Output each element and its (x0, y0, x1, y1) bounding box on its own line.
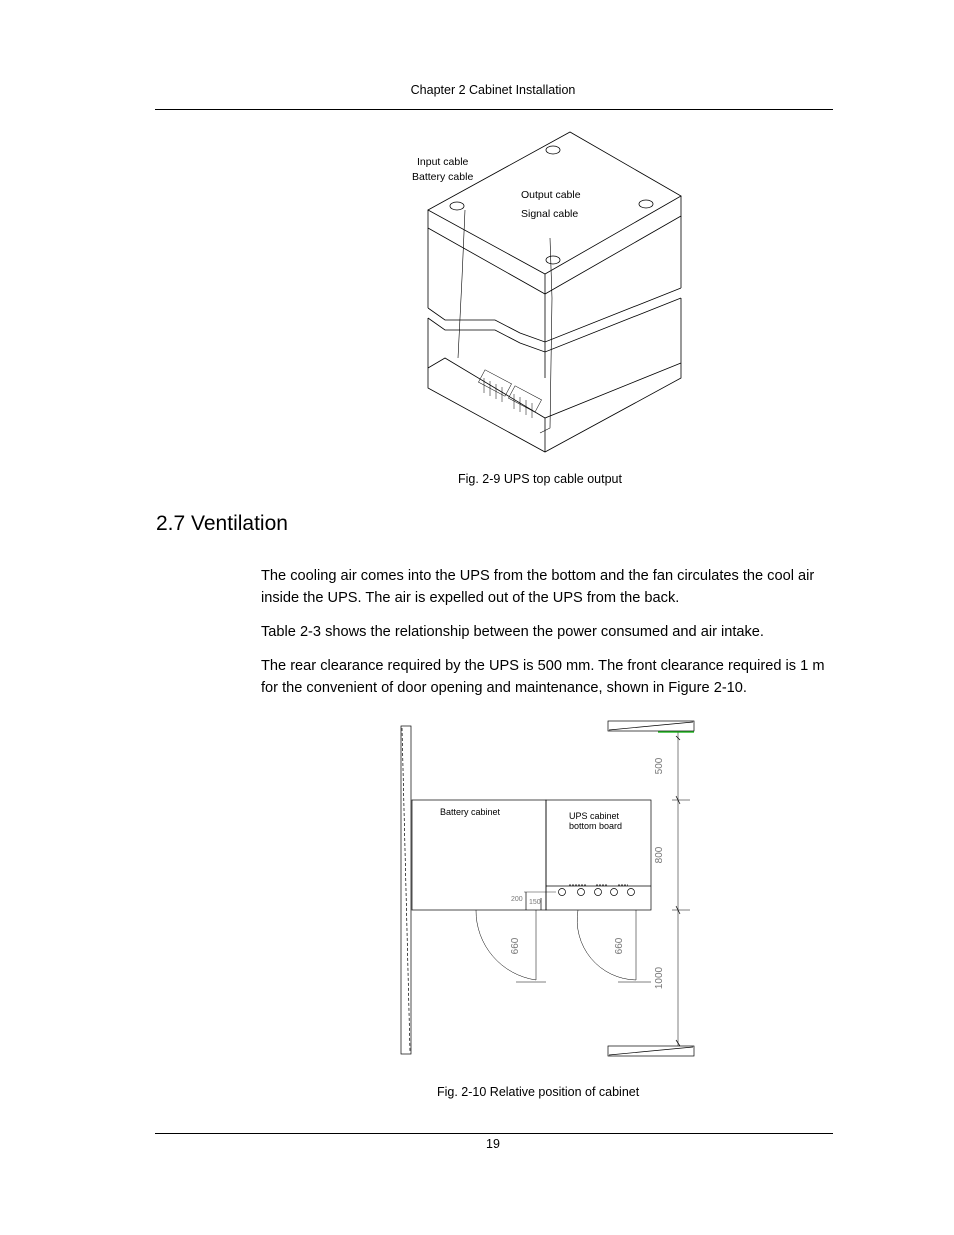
door-swing-dimension: 660 (614, 937, 625, 955)
ups-cabinet-label-line1: UPS cabinet (569, 811, 620, 821)
cable-hole (639, 200, 653, 208)
section-heading: 2.7 Ventilation (156, 512, 288, 535)
body-paragraph: Table 2-3 shows the relationship between the power consumed and air intake. (261, 624, 764, 640)
input-cable-label: Input cable (417, 156, 469, 168)
footer-rule (155, 1133, 833, 1134)
ups-cabinet-label-line2: bottom board (569, 821, 623, 831)
ups-top-cable-figure (400, 128, 700, 460)
front-clearance-dimension: 1000 (654, 966, 665, 990)
signal-cable-label: Signal cable (521, 208, 579, 220)
offset-dimension: 150 (529, 899, 541, 906)
page-number: 19 (486, 1137, 500, 1151)
figure-caption: Fig. 2-10 Relative position of cabinet (437, 1085, 640, 1099)
figure-caption: Fig. 2-9 UPS top cable output (458, 472, 622, 486)
output-cable-label: Output cable (521, 189, 581, 201)
rear-clearance-dimension: 500 (654, 757, 665, 775)
running-header: Chapter 2 Cabinet Installation (410, 83, 576, 97)
body-paragraph: The cooling air comes into the UPS from the bottom and the fan circulates the cool air inside the UPS. The air is expelled out of the UPS from the back. (261, 568, 815, 606)
battery-cabinet-label: Battery cabinet (440, 807, 501, 817)
body-paragraph: The rear clearance required by the UPS is 500 mm. The front clearance required is 1 m for the convenient of door opening and maintenance, shown in Figure 2-10. (261, 658, 825, 696)
cable-hole (450, 202, 464, 210)
cable-hole (546, 256, 560, 264)
offset-dimension: 200 (511, 896, 523, 903)
cabinet-top-face (428, 132, 681, 274)
cabinet-depth-dimension: 800 (654, 846, 665, 864)
door-swing-dimension: 660 (510, 937, 521, 955)
header-rule (155, 109, 833, 110)
cable-hole (546, 146, 560, 154)
cabinet-position-figure (396, 716, 700, 1060)
battery-cable-label: Battery cable (412, 171, 474, 183)
